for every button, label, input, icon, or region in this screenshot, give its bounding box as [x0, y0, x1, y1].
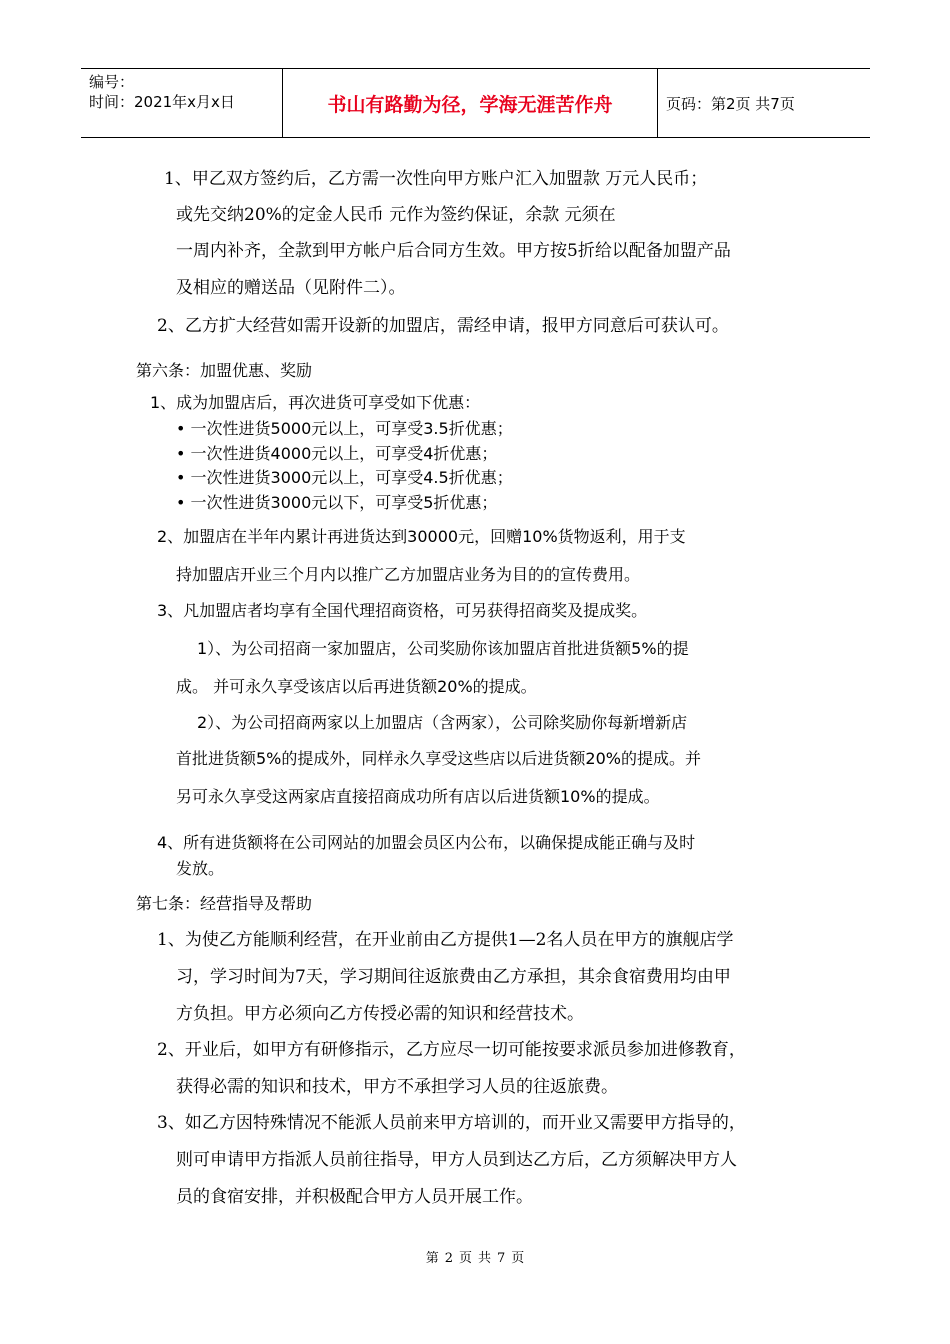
section-heading: 第七条：经营指导及帮助 [136, 894, 313, 913]
paragraph-line: 或先交纳20%的定金人民币 元作为签约保证，余款 元须在 [176, 205, 616, 225]
paragraph-line: 及相应的赠送品（见附件二）。 [176, 278, 406, 298]
time-label: 时间：2021年x月x日 [89, 93, 235, 111]
number-label: 编号： [89, 73, 135, 91]
header-motto: 书山有路勤为径，学海无涯苦作舟 [283, 69, 658, 137]
page-header [81, 68, 870, 138]
paragraph-line: 3、凡加盟店者均享有全国代理招商资格，可另获得招商奖及提成奖。 [157, 601, 648, 620]
footer-page-number: 2 [444, 1251, 453, 1266]
paragraph-line: 则可申请甲方指派人员前往指导，甲方人员到达乙方后，乙方须解决甲方人 [176, 1150, 737, 1170]
footer-di: 第 [425, 1251, 439, 1266]
list-item: • 一次性进货3000元以上，可享受4.5折优惠； [176, 468, 513, 487]
paragraph-line: 1、甲乙双方签约后，乙方需一次性向甲方账户汇入加盟款 万元人民币； [164, 169, 708, 189]
paragraph-line: 2、开业后，如甲方有研修指示，乙方应尽一切可能按要求派员参加进修教育， [157, 1040, 746, 1060]
paragraph-line: 首批进货额5%的提成外，同样永久享受这些店以后进货额20%的提成。并 [176, 749, 701, 768]
paragraph-line: 3、如乙方因特殊情况不能派人员前来甲方培训的，而开业又需要甲方指导的， [157, 1113, 746, 1133]
paragraph-line: 2）、为公司招商两家以上加盟店（含两家），公司除奖励你每新增新店 [197, 713, 688, 732]
paragraph-line: 1、为使乙方能顺利经营，在开业前由乙方提供1—2名人员在甲方的旗舰店学 [157, 930, 734, 950]
paragraph-line: 2、乙方扩大经营如需开设新的加盟店，需经申请，报甲方同意后可获认可。 [157, 316, 729, 336]
footer-ye: 页 [458, 1251, 472, 1266]
paragraph-line: 1、成为加盟店后，再次进货可享受如下优惠： [150, 393, 481, 412]
list-item: • 一次性进货4000元以上，可享受4折优惠； [176, 444, 498, 463]
paragraph-line: 员的食宿安排，并积极配合甲方人员开展工作。 [176, 1187, 533, 1207]
footer-gong: 共 [478, 1251, 492, 1266]
section-heading: 第六条：加盟优惠、奖励 [136, 361, 313, 380]
paragraph-line: 发放。 [176, 859, 225, 878]
header-meta [81, 69, 283, 137]
list-item: • 一次性进货3000元以下，可享受5折优惠； [176, 493, 498, 512]
paragraph-line: 持加盟店开业三个月内以推广乙方加盟店业务为目的的宣传费用。 [176, 565, 641, 584]
header-page-info: 页码：第2页 共7页 [666, 94, 795, 113]
paragraph-line: 获得必需的知识和技术，甲方不承担学习人员的往返旅费。 [176, 1077, 618, 1097]
list-item: • 一次性进货5000元以上，可享受3.5折优惠； [176, 419, 513, 438]
paragraph-line: 习，学习时间为7天，学习期间往返旅费由乙方承担，其余食宿费用均由甲 [176, 967, 731, 987]
paragraph-line: 方负担。甲方必须向乙方传授必需的知识和经营技术。 [176, 1004, 584, 1024]
footer-ye: 页 [511, 1251, 525, 1266]
page-footer [0, 1247, 950, 1266]
paragraph-line: 1）、为公司招商一家加盟店，公司奖励你该加盟店首批进货额5%的提 [197, 639, 689, 658]
paragraph-line: 一周内补齐，全款到甲方帐户后合同方生效。甲方按5折给以配备加盟产品 [176, 241, 731, 261]
paragraph-line: 另可永久享受这两家店直接招商成功所有店以后进货额10%的提成。 [176, 787, 660, 806]
paragraph-line: 成。 并可永久享受该店以后再进货额20%的提成。 [176, 677, 537, 696]
paragraph-line: 2、加盟店在半年内累计再进货达到30000元，回赠10%货物返利，用于支 [157, 527, 686, 546]
paragraph-line: 4、所有进货额将在公司网站的加盟会员区内公布，以确保提成能正确与及时 [157, 833, 696, 852]
footer-total-pages: 7 [497, 1251, 506, 1266]
